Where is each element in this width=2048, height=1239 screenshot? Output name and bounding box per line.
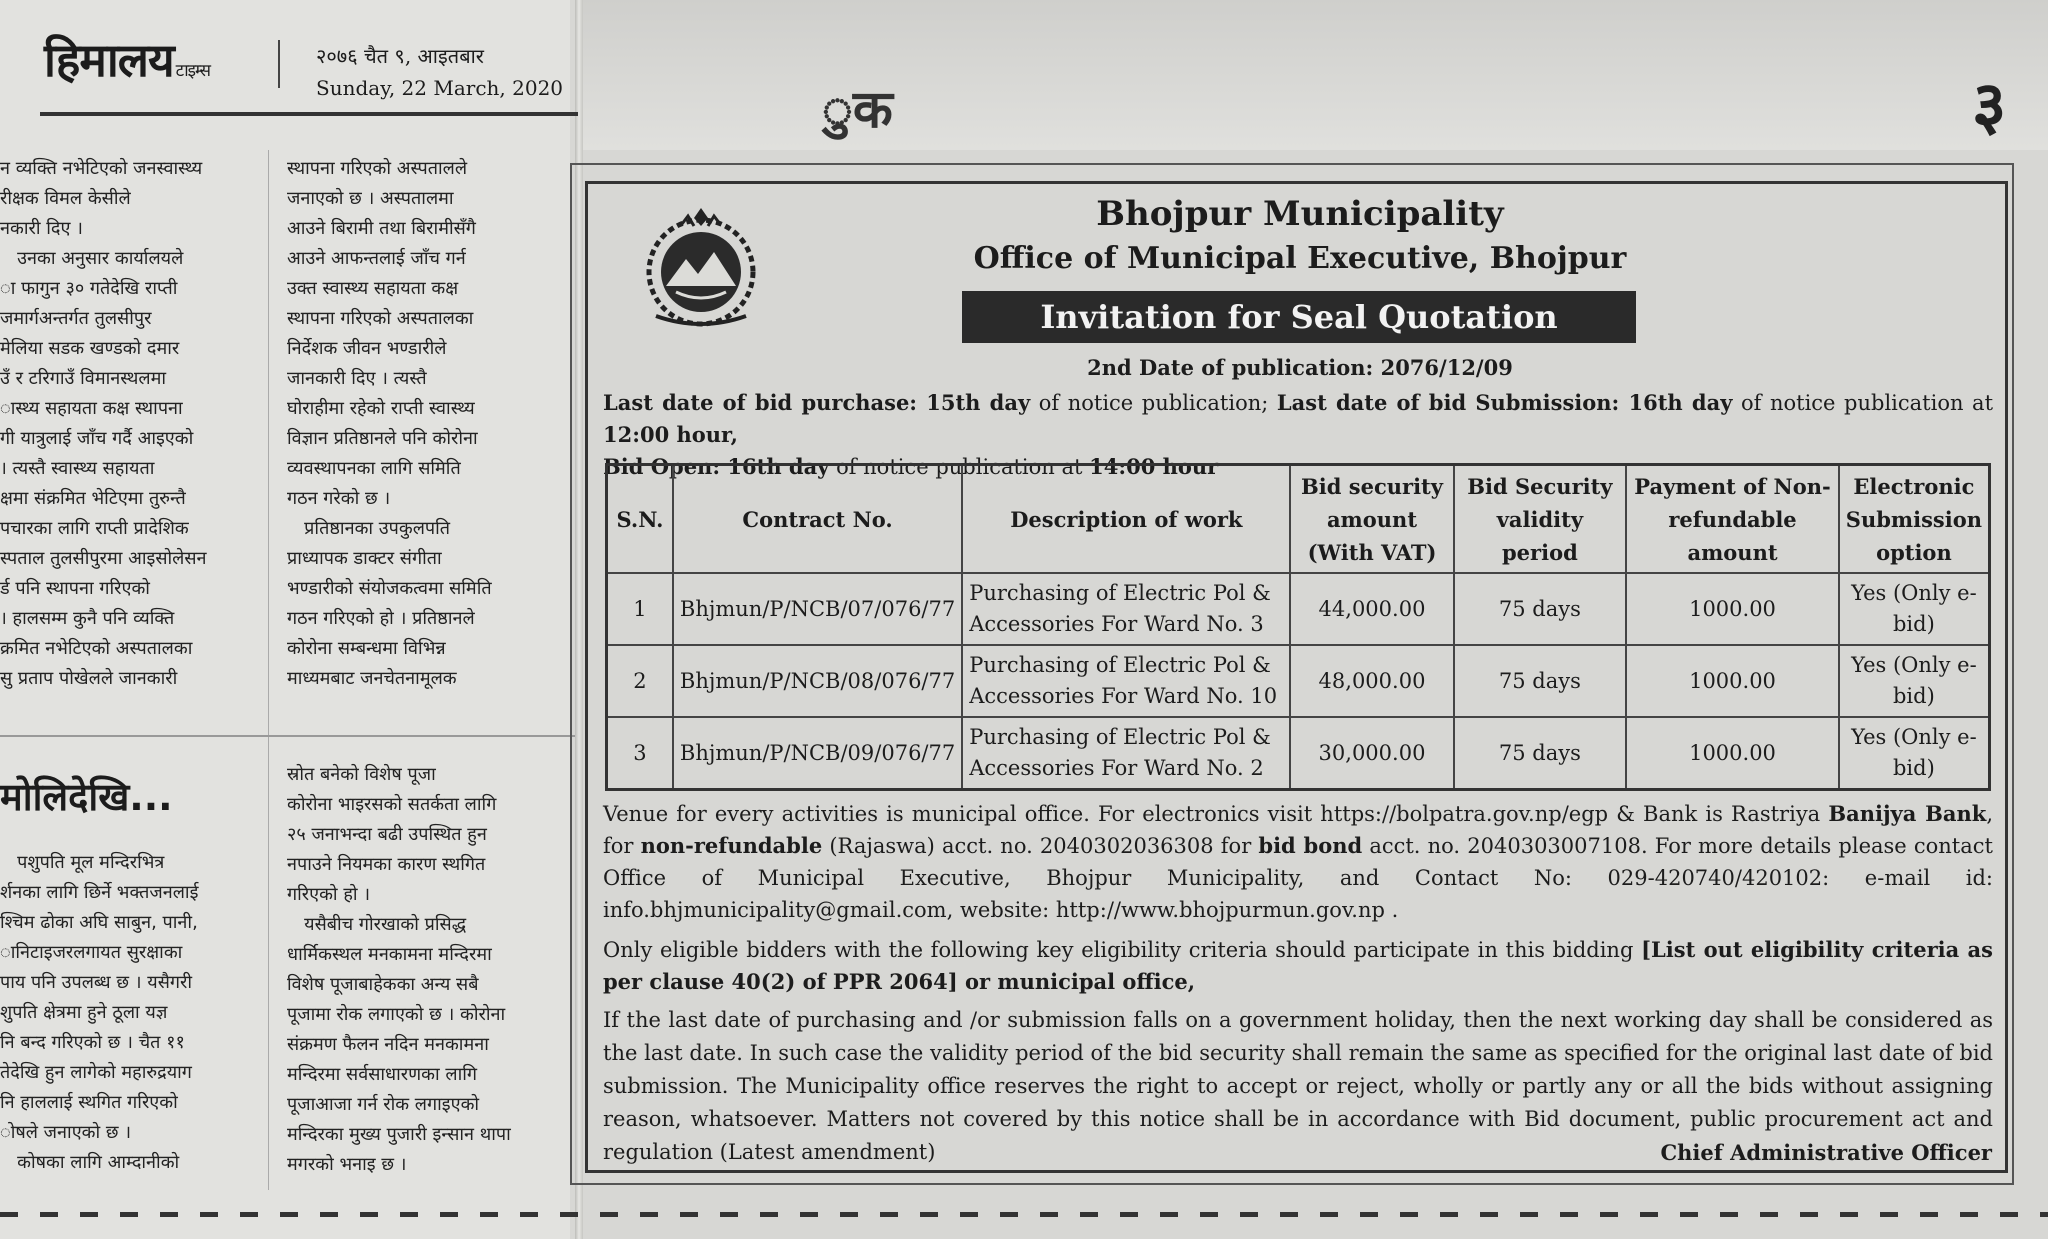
page-heading-fragment: ुक <box>822 80 893 140</box>
cell-bid-security: 48,000.00 <box>1290 645 1453 717</box>
cell-bid-security: 30,000.00 <box>1290 717 1453 790</box>
header-payment: Payment of Non-refundable amount <box>1626 465 1839 574</box>
table-row <box>607 717 1990 790</box>
cell-electronic: Yes (Only e-bid) <box>1839 717 1990 790</box>
header-contract-no: Contract No. <box>673 465 962 574</box>
newspaper-logo: हिमालय टाइम्स <box>44 33 210 87</box>
masthead-date <box>316 40 563 104</box>
top-page-strip <box>580 0 2048 150</box>
holiday-paragraph: If the last date of purchasing and /or submission falls on a government holiday, then the next working day shall be considered as the last date. In such case the validity period of the bid security shall remain the same as specified for the original last date of bid submission. The Municipality office reserves the right to accept or reject, wholly or partly any or all the bids without assigning reason, whatsoever. Matters not covered by this notice shall be in accordance with Bid document, public procurement act and regulation (Latest amendment) <box>603 1008 1993 1164</box>
masthead-separator <box>278 40 280 88</box>
cell-validity: 75 days <box>1454 645 1627 717</box>
signature: Chief Administrative Officer <box>1660 1140 1992 1165</box>
masthead <box>44 28 210 90</box>
article-column-b2: स्रोत बनेको विशेष पूजा कोरोना भाइरसको सतर्कता लागि २५ जनाभन्दा बढी उपस्थित हुन नपाउने नियमका कारण स्थगित गरिएको हो । यसैबीच गोरखाको प्रसिद्ध धार्मिकस्थल मनकामना मन्दिरमा विशेष पूजाबाहेकका अन्य सबै पूजामा रोक लगाएको छ । कोरोना संक्रमण फैलन नदिन मनकामना मन्दिरमा सर्वसाधारणका लागि पूजाआजा गर्न रोक लगाइएको मन्दिरका मुख्य पुजारी इन्सान थापा मगरको भनाइ छ । <box>287 764 511 1175</box>
table-row <box>607 573 1990 645</box>
nepali-date: २०७६ चैत ९, आइतबार <box>316 44 484 68</box>
header-validity: Bid Security validity period <box>1454 465 1627 574</box>
column-divider <box>268 150 269 1190</box>
cell-payment: 1000.00 <box>1626 717 1839 790</box>
cell-sn: 1 <box>607 573 673 645</box>
cell-validity: 75 days <box>1454 717 1627 790</box>
article-heading: मोलिदेखि... <box>0 775 173 819</box>
header-electronic: Electronic Submission option <box>1839 465 1990 574</box>
cell-description: Purchasing of Electric Pol & Accessories For Ward No. 2 <box>962 717 1290 790</box>
bottom-rule <box>0 1212 2048 1217</box>
english-date: Sunday, 22 March, 2020 <box>316 76 564 100</box>
cell-sn: 2 <box>607 645 673 717</box>
cell-contract-no: Bhjmun/P/NCB/09/076/77 <box>673 717 962 790</box>
venue-paragraph: Venue for every activities is municipal office. For electronics visit https://bolpatra.gov.np/egp & Bank is Rastriya Banijya Bank, for non-refundable (Rajaswa) acct. no. 2040302036308 for bid bond acct. no. 2040303007108. For more details please contact Office of Municipal Executive, Bhojpur Municipality, and Contact No: 029-420740/420102: e-mail id: info.bhjmunicipality@gmail.com, website: http://www.bhojpurmun.gov.np . <box>603 801 1993 922</box>
cell-electronic: Yes (Only e-bid) <box>1839 645 1990 717</box>
cell-electronic: Yes (Only e-bid) <box>1839 573 1990 645</box>
article-column-a2: पशुपति मूल मन्दिरभित्र र्शनका लागि छिर्ने भक्तजनलाई श्चिम ढोका अघि साबुन, पानी, ानिटाइजरलगायत सुरक्षाका पाय पनि उपलब्ध छ । यसैगरी शुपति क्षेत्रमा हुने ठूला यज्ञ नि बन्द गरिएको छ । चैत ११ तेदेखि हुन लागेको महारुद्रयाग नि हाललाई स्थगित गरिएको ोषले जनाएको छ । कोषका लागि आम्दानीको <box>0 852 199 1173</box>
cell-contract-no: Bhjmun/P/NCB/08/076/77 <box>673 645 962 717</box>
header-bid-security: Bid security amount (With VAT) <box>1290 465 1453 574</box>
page-number: ३ <box>1972 67 2007 144</box>
cell-description: Purchasing of Electric Pol & Accessories For Ward No. 3 <box>962 573 1290 645</box>
bid-dates: Last date of bid purchase: 15th day of notice publication; Last date of bid Submission: 16th day of notice publication at 12:00 hour, Bid Open: 16th day of notice publication at 14:00 hour <box>603 390 1994 479</box>
article-column-a: न व्यक्ति नभेटिएको जनस्वास्थ्य रीक्षक विमल केसीले नकारी दिए । उनका अनुसार कार्यालयले ा फागुन ३० गतेदेखि राप्ती जमार्गअन्तर्गत तुलसीपुर मेलिया सडक खण्डको दमार उँ र टरिगाउँ विमानस्थलमा ास्थ्य सहायता कक्ष स्थापना गी यात्रुलाई जाँच गर्दै आइएको । त्यस्तै स्वास्थ्य सहायता क्षमा संक्रमित भेटिएमा तुरुन्तै पचारका लागि राप्ती प्रादेशिक स्पताल तुलसीपुरमा आइसोलेसन र्ड पनि स्थापना गरिएको । हालसम्म कुनै पनि व्यक्ति क्रमित नभेटिएको अस्पतालका सु प्रताप पोखेलले जानकारी <box>0 158 207 689</box>
article-column-b: स्थापना गरिएको अस्पतालले जनाएको छ । अस्पतालमा आउने बिरामी तथा बिरामीसँगै आउने आफन्तलाई जाँच गर्न उक्त स्वास्थ्य सहायता कक्ष स्थापना गरिएको अस्पतालका निर्देशक जीवन भण्डारीले जानकारी दिए । त्यस्तै घोराहीमा रहेको राप्ती स्वास्थ्य विज्ञान प्रतिष्ठानले पनि कोरोना व्यवस्थापनका लागि समिति गठन गरेको छ । प्रतिष्ठानका उपकुलपति प्राध्यापक डाक्टर संगीता भण्डारीको संयोजकत्वमा समिति गठन गरिएको हो । प्रतिष्ठानले कोरोना सम्बन्धमा विभिन्न माध्यमबाट जनचेतनामूलक <box>287 158 492 689</box>
masthead-rule <box>40 112 578 116</box>
cell-payment: 1000.00 <box>1626 573 1839 645</box>
cell-contract-no: Bhjmun/P/NCB/07/076/77 <box>673 573 962 645</box>
notice-subtitle: Office of Municipal Executive, Bhojpur <box>973 241 1627 276</box>
nepal-government-emblem-icon <box>636 204 766 334</box>
table-header-row <box>607 465 1990 574</box>
cell-sn: 3 <box>607 717 673 790</box>
section-divider <box>0 735 575 737</box>
cell-description: Purchasing of Electric Pol & Accessories For Ward No. 10 <box>962 645 1290 717</box>
eligibility-paragraph: Only eligible bidders with the following key eligibility criteria should participate in this bidding [List out eligibility criteria as per clause 40(2) of PPR 2064] or municipal office, <box>603 937 1993 994</box>
cell-validity: 75 days <box>1454 573 1627 645</box>
notice-title: Bhojpur Municipality <box>1096 194 1504 234</box>
cell-payment: 1000.00 <box>1626 645 1839 717</box>
header-description: Description of work <box>962 465 1290 574</box>
publication-date: 2nd Date of publication: 2076/12/09 <box>1087 355 1513 380</box>
cell-bid-security: 44,000.00 <box>1290 573 1453 645</box>
header-sn: S.N. <box>607 465 673 574</box>
notice-banner: Invitation for Seal Quotation <box>962 291 1636 343</box>
table-row <box>607 645 1990 717</box>
bid-table <box>605 463 1991 791</box>
